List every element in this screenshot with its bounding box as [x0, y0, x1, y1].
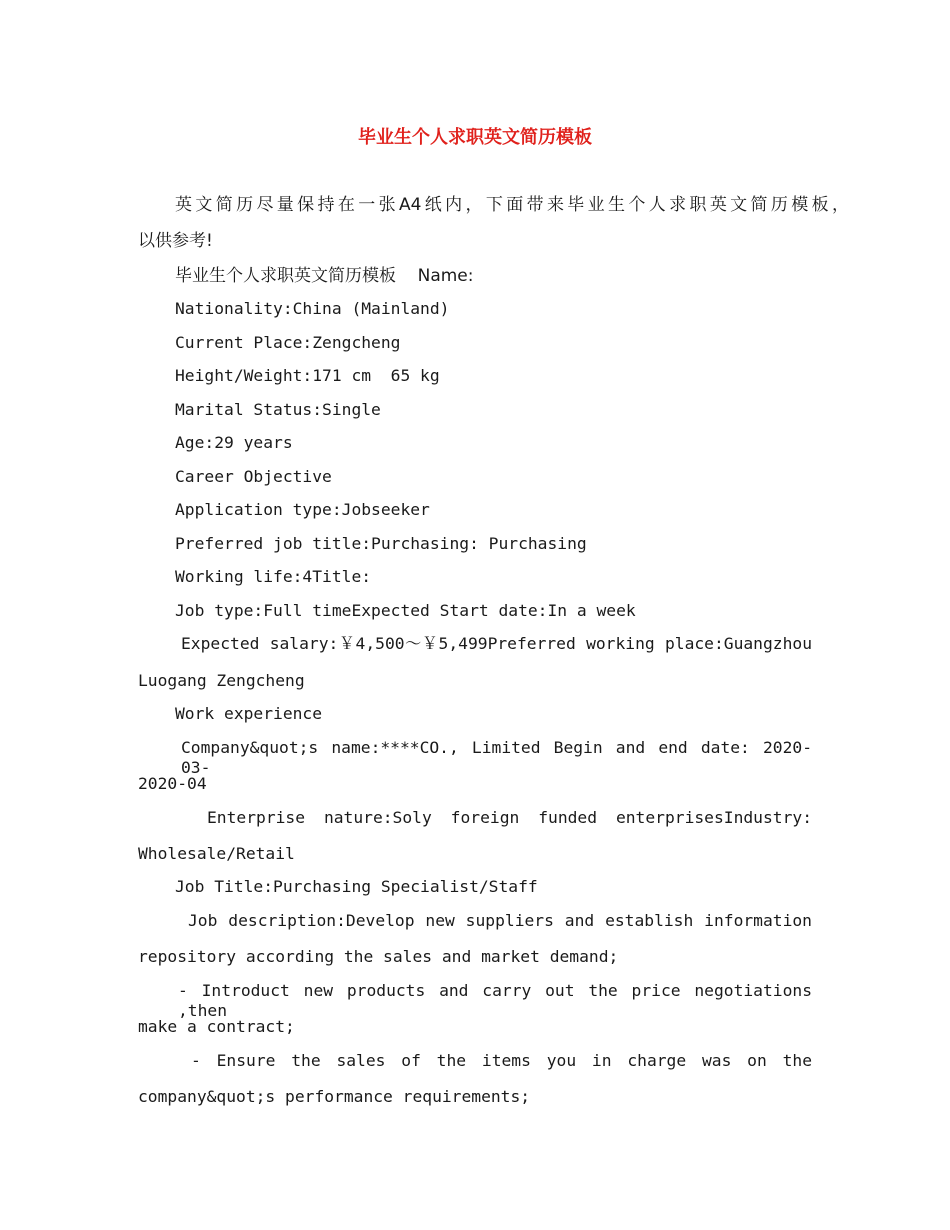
- paragraph-line: - Ensure the sales of the items you in charge was on the: [191, 1051, 812, 1070]
- paragraph-line: 英文简历尽量保持在一张A4纸内，下面带来毕业生个人求职英文简历模板，: [175, 195, 849, 215]
- paragraph-line: Luogang Zengcheng: [138, 671, 305, 690]
- paragraph-line: Application type:Jobseeker: [175, 500, 430, 519]
- paragraph-line: Preferred job title:Purchasing: Purchasing: [175, 534, 587, 553]
- paragraph-line: make a contract;: [138, 1017, 295, 1036]
- paragraph-line: company&quot;s performance requirements;: [138, 1087, 531, 1106]
- paragraph-line: Work experience: [175, 704, 323, 723]
- heading-text: 毕业生个人求职英文简历模板 Name:: [175, 266, 474, 286]
- paragraph-line: Career Objective: [175, 467, 332, 486]
- paragraph-line: Height/Weight:171 cm 65 kg: [175, 366, 440, 385]
- paragraph-line: [138, 266, 849, 286]
- paragraph-line: Enterprise nature:Soly foreign funded enterprisesIndustry:: [207, 808, 812, 827]
- paragraph-line: Working life:4Title:: [175, 567, 372, 586]
- paragraph-line: repository according the sales and market demand;: [138, 947, 619, 966]
- paragraph-line: Current Place:Zengcheng: [175, 333, 401, 352]
- paragraph-line: Marital Status:Single: [175, 400, 381, 419]
- paragraph-line: Nationality:China (Mainland): [175, 299, 450, 318]
- paragraph-line: Job type:Full timeExpected Start date:In a week: [175, 601, 636, 620]
- paragraph-line: Job description:Develop new suppliers and establish information: [188, 911, 812, 930]
- paragraph-line: Company&quot;s name:****CO., Limited Begin and end date: 2020-03-: [181, 738, 812, 777]
- paragraph-line: 以供参考!: [138, 231, 213, 251]
- paragraph-line: - Introduct new products and carry out the price negotiations ,then: [178, 981, 812, 1020]
- document-title: 毕业生个人求职英文简历模板: [358, 127, 592, 148]
- paragraph-line: Wholesale/Retail: [138, 844, 295, 863]
- paragraph-line: 2020-04: [138, 774, 207, 793]
- paragraph-line: Expected salary:￥4,500～￥5,499Preferred working place:Guangzhou: [181, 634, 812, 653]
- paragraph-line: Job Title:Purchasing Specialist/Staff: [175, 877, 538, 896]
- paragraph-line: Age:29 years: [175, 433, 293, 452]
